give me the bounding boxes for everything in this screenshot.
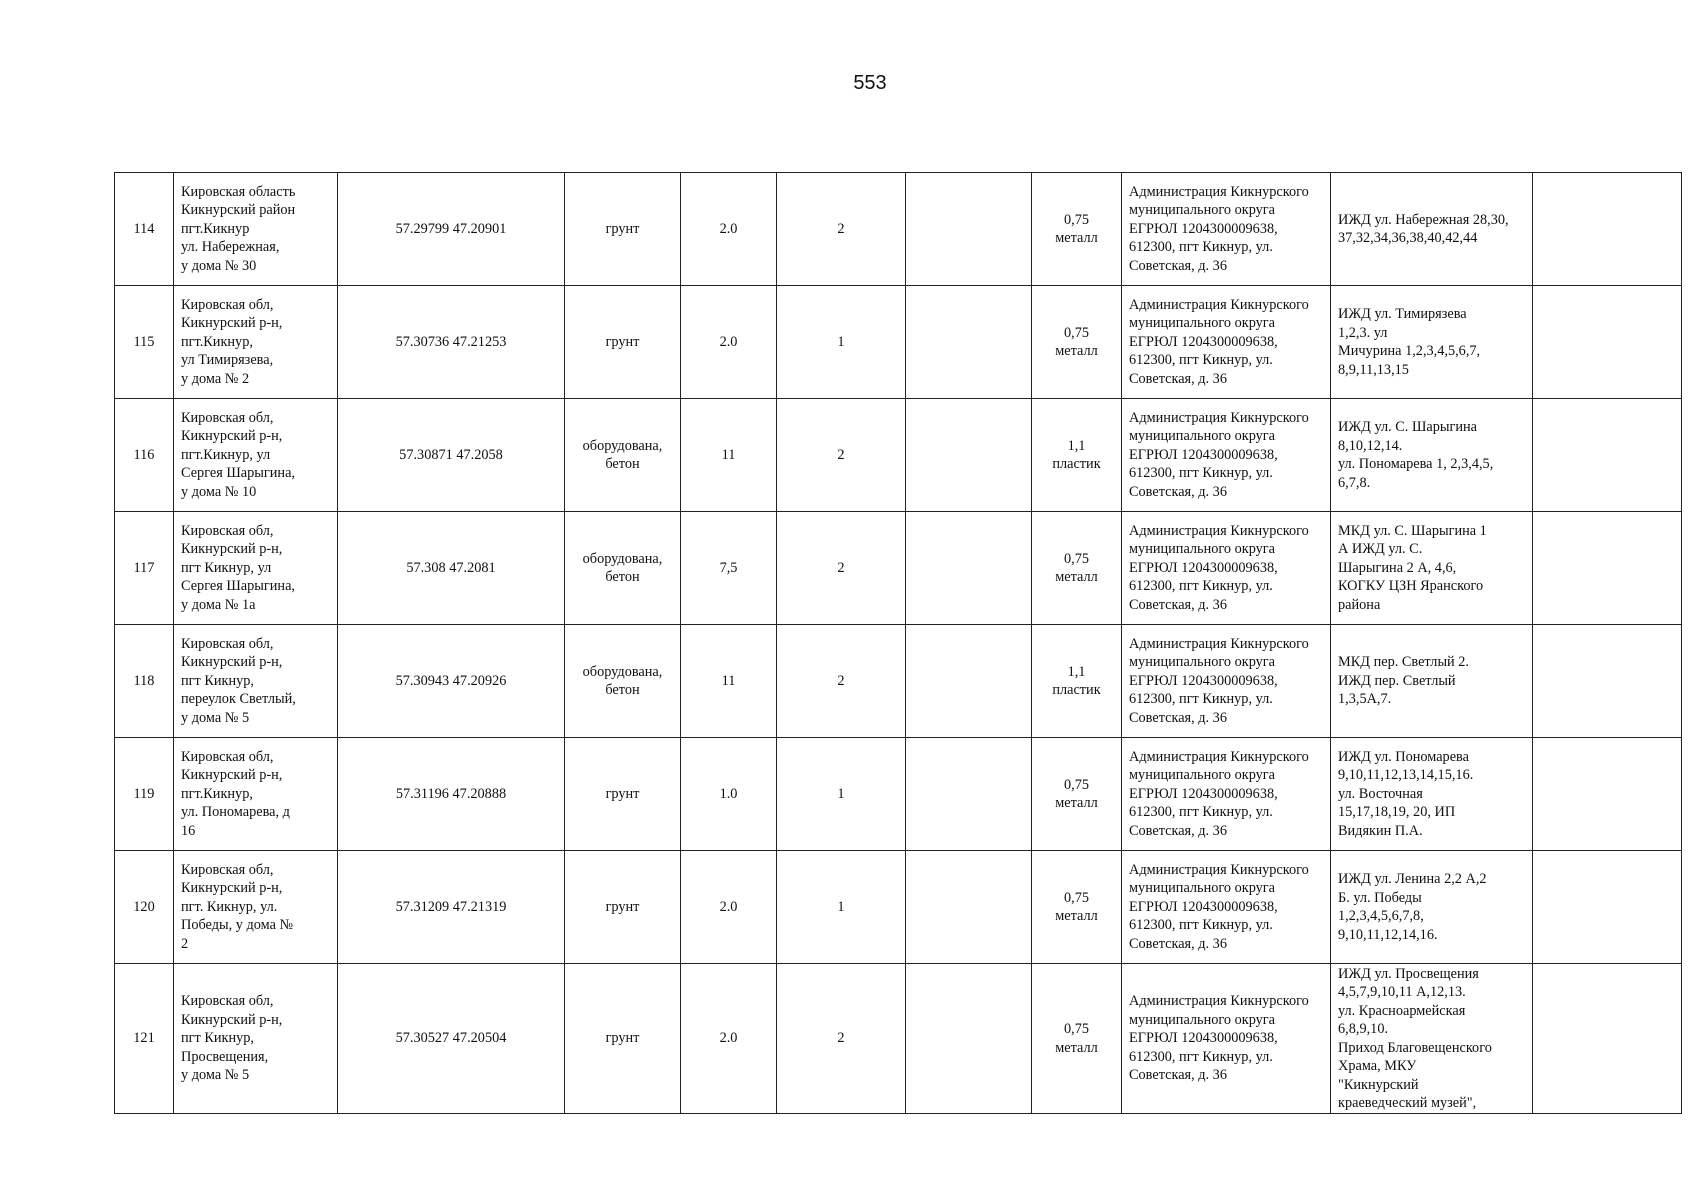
planned-containers-cell — [906, 512, 1032, 625]
container-count-cell — [777, 286, 906, 399]
container-spec-cell — [1032, 625, 1122, 738]
site-coordinates: 57.30527 47.20504 — [395, 1030, 507, 1047]
site-address-cell — [174, 173, 338, 286]
planned-containers-cell — [906, 173, 1032, 286]
container-spec-cell — [1032, 512, 1122, 625]
site-coordinates: 57.308 47.2081 — [406, 559, 496, 576]
row-number: 118 — [133, 672, 155, 689]
table-row — [115, 512, 1682, 625]
surface-type-cell — [565, 851, 681, 964]
container-spec-cell — [1032, 286, 1122, 399]
container-spec: 1,1 пластик — [1052, 437, 1101, 472]
site-owner-cell — [1122, 286, 1331, 399]
container-count-cell — [777, 173, 906, 286]
site-owner-cell — [1122, 173, 1331, 286]
site-area: 7,5 — [719, 559, 738, 576]
planned-containers-cell — [906, 625, 1032, 738]
container-spec-cell — [1032, 738, 1122, 851]
row-number-cell — [115, 399, 174, 512]
row-number-cell — [115, 851, 174, 964]
notes-cell — [1533, 964, 1682, 1114]
site-area-cell — [681, 625, 777, 738]
waste-sources: МКД пер. Светлый 2. ИЖД пер. Светлый 1,3,5А,7. — [1338, 654, 1469, 708]
surface-type-cell — [565, 738, 681, 851]
table-row — [115, 738, 1682, 851]
site-coordinates: 57.31209 47.21319 — [395, 898, 507, 915]
site-coordinates-cell — [338, 851, 565, 964]
row-number-cell — [115, 964, 174, 1114]
waste-sources: МКД ул. С. Шарыгина 1 А ИЖД ул. С. Шарыгина 2 А, 4,6, КОГКУ ЦЗН Яранского района — [1338, 522, 1487, 613]
table-row — [115, 173, 1682, 286]
site-address: Кировская обл, Кикнурский р-н, пгт. Кикнур, ул. Победы, у дома № 2 — [181, 861, 294, 952]
row-number-cell — [115, 738, 174, 851]
waste-sources-cell — [1331, 738, 1533, 851]
waste-sources-cell — [1331, 625, 1533, 738]
site-address-cell — [174, 512, 338, 625]
container-count-cell — [777, 399, 906, 512]
container-spec: 0,75 металл — [1055, 1021, 1098, 1056]
surface-type-cell — [565, 399, 681, 512]
notes-cell — [1533, 286, 1682, 399]
surface-type: грунт — [605, 898, 640, 915]
container-spec: 0,75 металл — [1055, 889, 1098, 924]
site-address: Кировская обл, Кикнурский р-н, пгт.Кикнур, ул Тимирязева, у дома № 2 — [181, 296, 283, 387]
container-spec: 0,75 металл — [1055, 324, 1098, 359]
row-number-cell — [115, 625, 174, 738]
surface-type: оборудована, бетон — [582, 663, 663, 698]
site-address-cell — [174, 738, 338, 851]
site-owner: Администрация Кикнурского муниципального округа ЕГРЮЛ 1204300009638, 612300, пгт Кикнур, ул. Советская, д. 36 — [1129, 409, 1309, 500]
row-number: 115 — [133, 333, 155, 350]
site-owner: Администрация Кикнурского муниципального округа ЕГРЮЛ 1204300009638, 612300, пгт Кикнур, ул. Советская, д. 36 — [1129, 183, 1309, 274]
waste-sources-cell — [1331, 173, 1533, 286]
waste-sources-cell — [1331, 851, 1533, 964]
row-number: 119 — [133, 785, 155, 802]
row-number: 121 — [133, 1030, 155, 1047]
container-count: 1 — [837, 785, 845, 802]
site-area: 2.0 — [719, 1030, 738, 1047]
table-row — [115, 851, 1682, 964]
surface-type: грунт — [605, 220, 640, 237]
site-owner-cell — [1122, 738, 1331, 851]
container-count-cell — [777, 625, 906, 738]
container-spec: 0,75 металл — [1055, 550, 1098, 585]
waste-sources: ИЖД ул. Ленина 2,2 А,2 Б. ул. Победы 1,2,3,4,5,6,7,8, 9,10,11,12,14,16. — [1338, 871, 1487, 943]
site-coordinates-cell — [338, 625, 565, 738]
site-address-cell — [174, 851, 338, 964]
site-owner-cell — [1122, 851, 1331, 964]
page-number: 553 — [853, 72, 887, 94]
row-number-cell — [115, 173, 174, 286]
site-coordinates-cell — [338, 964, 565, 1114]
surface-type-cell — [565, 512, 681, 625]
site-address: Кировская область Кикнурский район пгт.Кикнур ул. Набережная, у дома № 30 — [181, 183, 296, 274]
notes-cell — [1533, 625, 1682, 738]
surface-type: грунт — [605, 333, 640, 350]
notes-cell — [1533, 738, 1682, 851]
container-count-cell — [777, 964, 906, 1114]
site-area-cell — [681, 512, 777, 625]
row-number-cell — [115, 512, 174, 625]
planned-containers-cell — [906, 399, 1032, 512]
site-address-cell — [174, 964, 338, 1114]
waste-sources: ИЖД ул. С. Шарыгина 8,10,12,14. ул. Пономарева 1, 2,3,4,5, 6,7,8. — [1338, 419, 1494, 491]
container-count-cell — [777, 851, 906, 964]
row-number-cell — [115, 286, 174, 399]
notes-cell — [1533, 399, 1682, 512]
notes-cell — [1533, 173, 1682, 286]
site-owner: Администрация Кикнурского муниципального округа ЕГРЮЛ 1204300009638, 612300, пгт Кикнур, ул. Советская, д. 36 — [1129, 296, 1309, 387]
surface-type-cell — [565, 964, 681, 1114]
site-owner: Администрация Кикнурского муниципального округа ЕГРЮЛ 1204300009638, 612300, пгт Кикнур, ул. Советская, д. 36 — [1129, 861, 1309, 952]
site-owner: Администрация Кикнурского муниципального округа ЕГРЮЛ 1204300009638, 612300, пгт Кикнур, ул. Советская, д. 36 — [1129, 522, 1309, 613]
site-owner: Администрация Кикнурского муниципального округа ЕГРЮЛ 1204300009638, 612300, пгт Кикнур, ул. Советская, д. 36 — [1129, 993, 1309, 1084]
row-number: 114 — [133, 220, 155, 237]
container-spec: 0,75 металл — [1055, 211, 1098, 246]
site-coordinates: 57.29799 47.20901 — [395, 220, 507, 237]
notes-cell — [1533, 851, 1682, 964]
site-owner: Администрация Кикнурского муниципального округа ЕГРЮЛ 1204300009638, 612300, пгт Кикнур, ул. Советская, д. 36 — [1129, 635, 1309, 726]
surface-type-cell — [565, 625, 681, 738]
site-address: Кировская обл, Кикнурский р-н, пгт Кикнур, Просвещения, у дома № 5 — [181, 993, 283, 1084]
table-row — [115, 286, 1682, 399]
surface-type: оборудована, бетон — [582, 550, 663, 585]
table-row — [115, 399, 1682, 512]
site-coordinates: 57.30871 47.2058 — [399, 446, 503, 463]
row-number: 117 — [133, 559, 155, 576]
waste-sources-cell — [1331, 286, 1533, 399]
container-spec: 0,75 металл — [1055, 776, 1098, 811]
site-address: Кировская обл, Кикнурский р-н, пгт.Кикнур, ул Сергея Шарыгина, у дома № 10 — [181, 409, 295, 500]
planned-containers-cell — [906, 851, 1032, 964]
waste-sources: ИЖД ул. Пономарева 9,10,11,12,13,14,15,16. ул. Восточная 15,17,18,19, 20, ИП Видякин П.А. — [1338, 748, 1474, 839]
planned-containers-cell — [906, 738, 1032, 851]
waste-site-registry-table — [114, 172, 1682, 1114]
planned-containers-cell — [906, 964, 1032, 1114]
site-coordinates-cell — [338, 738, 565, 851]
site-coordinates-cell — [338, 512, 565, 625]
site-area-cell — [681, 851, 777, 964]
container-count: 2 — [837, 220, 845, 237]
container-count-cell — [777, 512, 906, 625]
waste-sources-cell — [1331, 399, 1533, 512]
site-owner-cell — [1122, 964, 1331, 1114]
site-address: Кировская обл, Кикнурский р-н, пгт Кикнур, переулок Светлый, у дома № 5 — [181, 635, 296, 726]
site-area-cell — [681, 738, 777, 851]
container-spec-cell — [1032, 964, 1122, 1114]
container-spec: 1,1 пластик — [1052, 663, 1101, 698]
site-owner-cell — [1122, 399, 1331, 512]
waste-sources: ИЖД ул. Тимирязева 1,2,3. ул Мичурина 1,2,3,4,5,6,7, 8,9,11,13,15 — [1338, 306, 1481, 378]
site-area: 2.0 — [719, 333, 738, 350]
waste-sources: ИЖД ул. Просвещения 4,5,7,9,10,11 А,12,13. ул. Красноармейская 6,8,9,10. Приход Благовещенского Храма, МКУ "Кикнурский краеведческий музей", — [1338, 965, 1492, 1111]
planned-containers-cell — [906, 286, 1032, 399]
row-number: 120 — [133, 898, 155, 915]
notes-cell — [1533, 512, 1682, 625]
site-owner-cell — [1122, 625, 1331, 738]
site-area: 2.0 — [719, 898, 738, 915]
site-coordinates-cell — [338, 286, 565, 399]
row-number: 116 — [133, 446, 155, 463]
table-row — [115, 964, 1682, 1114]
surface-type-cell — [565, 286, 681, 399]
surface-type-cell — [565, 173, 681, 286]
waste-sources: ИЖД ул. Набережная 28,30, 37,32,34,36,38,40,42,44 — [1338, 211, 1509, 246]
site-area: 2.0 — [719, 220, 738, 237]
site-coordinates-cell — [338, 399, 565, 512]
container-count: 2 — [837, 446, 845, 463]
site-area-cell — [681, 173, 777, 286]
container-count: 2 — [837, 672, 845, 689]
site-owner: Администрация Кикнурского муниципального округа ЕГРЮЛ 1204300009638, 612300, пгт Кикнур, ул. Советская, д. 36 — [1129, 748, 1309, 839]
surface-type: оборудована, бетон — [582, 437, 663, 472]
container-count: 1 — [837, 898, 845, 915]
waste-sources-cell — [1331, 512, 1533, 625]
site-area-cell — [681, 964, 777, 1114]
site-area: 11 — [721, 446, 736, 463]
site-address: Кировская обл, Кикнурский р-н, пгт Кикнур, ул Сергея Шарыгина, у дома № 1а — [181, 522, 295, 613]
container-count: 2 — [837, 559, 845, 576]
site-area: 11 — [721, 672, 736, 689]
site-address-cell — [174, 625, 338, 738]
container-count: 2 — [837, 1030, 845, 1047]
site-area-cell — [681, 399, 777, 512]
site-address-cell — [174, 286, 338, 399]
site-coordinates: 57.30736 47.21253 — [395, 333, 507, 350]
table-row — [115, 625, 1682, 738]
container-spec-cell — [1032, 173, 1122, 286]
surface-type: грунт — [605, 785, 640, 802]
site-coordinates: 57.31196 47.20888 — [395, 785, 507, 802]
site-area-cell — [681, 286, 777, 399]
container-spec-cell — [1032, 851, 1122, 964]
site-owner-cell — [1122, 512, 1331, 625]
container-spec-cell — [1032, 399, 1122, 512]
site-coordinates-cell — [338, 173, 565, 286]
waste-sources-cell — [1331, 964, 1533, 1114]
surface-type: грунт — [605, 1030, 640, 1047]
site-area: 1.0 — [719, 785, 738, 802]
site-coordinates: 57.30943 47.20926 — [395, 672, 507, 689]
site-address: Кировская обл, Кикнурский р-н, пгт.Кикнур, ул. Пономарева, д 16 — [181, 748, 290, 839]
site-address-cell — [174, 399, 338, 512]
container-count-cell — [777, 738, 906, 851]
container-count: 1 — [837, 333, 845, 350]
